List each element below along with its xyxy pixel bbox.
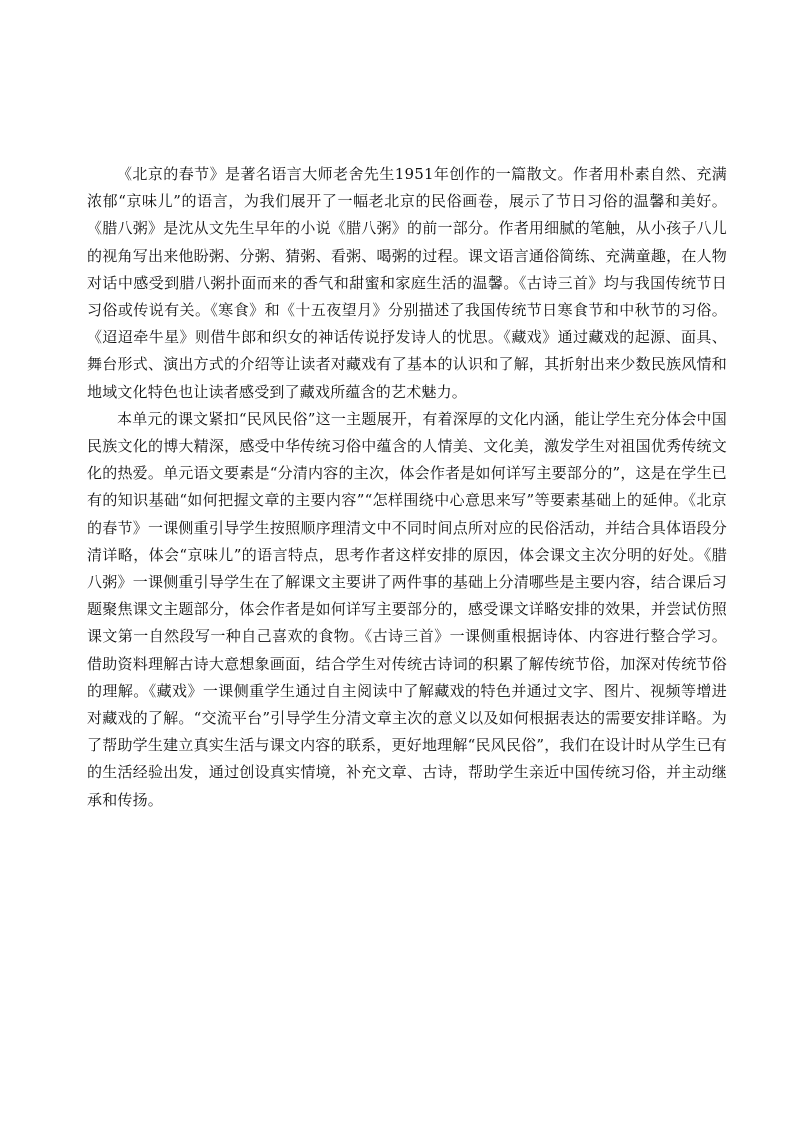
document-body	[87, 161, 727, 814]
paragraph-2: 本单元的课文紧扣“民风民俗”这一主题展开，有着深厚的文化内涵，能让学生充分体会中国民族文化的博大精深，感受中华传统习俗中蕴含的人情美、文化美，激发学生对祖国优秀传统文化的热爱。单元语文要素是“分清内容的主次，体会作者是如何详写主要部分的”，这是在学生已有的知识基础“如何把握文章的主要内容”“怎样围绕中心意思来写”等要素基础上的延伸。《北京的春节》一课侧重引导学生按照顺序理清文中不同时间点所对应的民俗活动，并结合具体语段分清详略，体会“京味儿”的语言特点，思考作者这样安排的原因，体会课文主次分明的好处。《腊八粥》一课侧重引导学生在了解课文主要讲了两件事的基础上分清哪些是主要内容，结合课后习题聚焦课文主题部分，体会作者是如何详写主要部分的，感受课文详略安排的效果，并尝试仿照课文第一自然段写一种自己喜欢的食物。《古诗三首》一课侧重根据诗体、内容进行整合学习。借助资料理解古诗大意想象画面，结合学生对传统古诗词的积累了解传统节俗，加深对传统节俗的理解。《藏戏》一课侧重学生通过自主阅读中了解藏戏的特色并通过文字、图片、视频等增进对藏戏的了解。“交流平台”引导学生分清文章主次的意义以及如何根据表达的需要安排详略。为了帮助学生建立真实生活与课文内容的联系，更好地理解“民风民俗”，我们在设计时从学生已有的生活经验出发，通过创设真实情境，补充文章、古诗，帮助学生亲近中国传统习俗，并主动继承和传扬。	[87, 409, 727, 809]
paragraph-1: 《北京的春节》是著名语言大师老舍先生1951年创作的一篇散文。作者用朴素自然、充满浓郁“京味儿”的语言，为我们展开了一幅老北京的民俗画卷，展示了节日习俗的温馨和美好。《腊八粥》是沈从文先生早年的小说《腊八粥》的前一部分。作者用细腻的笔触，从小孩子八儿的视角写出来他盼粥、分粥、猜粥、看粥、喝粥的过程。课文语言通俗简练、充满童趣，在人物对话中感受到腊八粥扑面而来的香气和甜蜜和家庭生活的温馨。《古诗三首》均与我国传统节日习俗或传说有关。《寒食》和《十五夜望月》分别描述了我国传统节日寒食节和中秋节的习俗。《迢迢牵牛星》则借牛郎和织女的神话传说抒发诗人的忧思。《藏戏》通过藏戏的起源、面具、舞台形式、演出方式的介绍等让读者对藏戏有了基本的认识和了解，其折射出来少数民族风情和地域文化特色也让读者感受到了藏戏所蕴含的艺术魅力。	[87, 165, 727, 401]
